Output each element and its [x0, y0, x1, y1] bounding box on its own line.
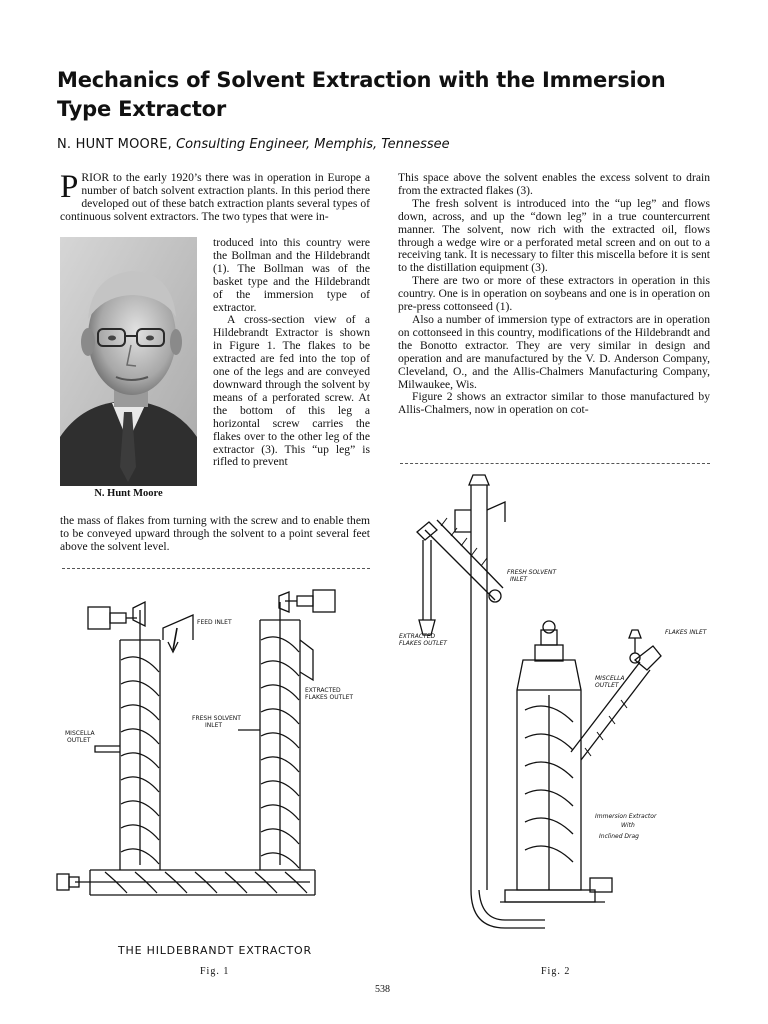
- fig2-fresh-solvent-label-2: INLET: [510, 576, 528, 583]
- figure-2-diagram: [395, 470, 720, 965]
- author-portrait: [60, 237, 197, 486]
- portrait-caption: N. Hunt Moore: [94, 488, 163, 499]
- right-column-rule: [400, 463, 710, 464]
- fig2-extracted-label-1: EXTRACTED: [399, 633, 436, 640]
- left-column-rule: [62, 568, 370, 569]
- author-line: [57, 137, 450, 152]
- fig1-fresh-solvent-label-1: FRESH SOLVENT: [192, 715, 241, 722]
- right-paragraph-2: The fresh solvent is introduced into the “up leg” and flows down, across, and up the “down leg” in a true countercurrent manner. The solvent, now rich with the extracted oil, flows through a wedge wire or a perforated metal screen and on out to a receiving tank. It is necessary to filter this miscella before it is sent to the distillation equipment (3).: [398, 196, 710, 275]
- fig2-miscella-label-1: MISCELLA: [595, 675, 625, 682]
- figure-2-caption: Fig. 2: [541, 966, 571, 977]
- author-name: N. HUNT MOORE,: [57, 137, 172, 152]
- fig1-miscella-label-2: OUTLET: [67, 737, 91, 744]
- fig2-fresh-solvent-label-1: FRESH SOLVENT: [507, 569, 557, 576]
- fig1-extracted-label-2: FLAKES OUTLET: [305, 694, 354, 701]
- fig2-caption-line-3: Inclined Drag: [599, 833, 639, 840]
- fig1-feed-inlet-label: FEED INLET: [197, 619, 232, 626]
- figure-1-diagram: [55, 580, 385, 960]
- fig2-miscella-label-2: OUTLET: [595, 682, 619, 689]
- intro-text: RIOR to the early 1920’s there was in operation in Europe a number of batch solvent extraction plants. In this period there developed out of these batch extraction plants several types of continuous solvent extractors. The two types that were in-: [60, 171, 370, 223]
- right-column: [398, 172, 710, 417]
- side-paragraph-2: A cross-section view of a Hildebrandt Extractor is shown in Figure 1. The flakes to be extracted are fed into the top of one of the legs and are conveyed downward through the solvent by means of a perforated screw. At the bottom of this leg a horizontal screw carries the flakes over to the other leg of the extractor (3). This “up leg” is rifled to prevent: [213, 313, 370, 469]
- right-paragraph-3: There are two or more of these extractors in operation in this country. One is in operation on soybeans and one is in operation on pre-press cottonseed (1).: [398, 274, 710, 314]
- fig1-extracted-label-1: EXTRACTED: [305, 687, 341, 694]
- author-affiliation: Consulting Engineer, Memphis, Tennessee: [176, 137, 450, 152]
- fig2-caption-line-1: Immersion Extractor: [595, 813, 657, 820]
- left-column-bottom-text: [60, 515, 370, 554]
- fig2-flakes-inlet-label: FLAKES INLET: [665, 629, 707, 636]
- right-paragraph-5: Figure 2 shows an extractor similar to those manufactured by Allis-Chalmers, now in operation on cot-: [398, 390, 710, 417]
- fig2-extracted-label-2: FLAKES OUTLET: [399, 640, 447, 647]
- article-title: Mechanics of Solvent Extraction with the Immersion Type Extractor: [57, 68, 666, 121]
- drop-cap: P: [60, 169, 79, 205]
- figure-1-title: THE HILDEBRANDT EXTRACTOR: [118, 944, 312, 957]
- right-paragraph-4: Also a number of immersion type of extractors are in operation on cottonseed in this country, modifications of the Hildebrandt and the Bonotto extractor. They are very similar in design and operation and are manufactured by the V. D. Anderson Company, Cleveland, O., and the Allis-Chalmers Manufacturing Company, Milwaukee, Wis.: [398, 312, 710, 391]
- fig1-fresh-solvent-label-2: INLET: [205, 722, 223, 729]
- figure-1-caption: Fig. 1: [200, 966, 230, 977]
- side-paragraph-1: troduced into this country were the Bollman and the Hildebrandt (1). The Bollman was of the basket type and the Hildebrandt of the immersion type of extractor.: [213, 236, 370, 314]
- bottom-paragraph: the mass of flakes from turning with the screw and to enable them to be conveyed upward through the solvent to a point several feet above the solvent level.: [60, 514, 370, 553]
- right-paragraph-1: This space above the solvent enables the excess solvent to drain from the extracted flakes (3).: [398, 171, 710, 197]
- fig1-miscella-label-1: MISCELLA: [65, 730, 95, 737]
- fig2-caption-line-2: With: [621, 822, 635, 829]
- left-column-intro: [60, 169, 370, 224]
- left-column-side-text: [213, 237, 370, 469]
- page-number: 538: [375, 984, 390, 995]
- intro-paragraph: [60, 169, 370, 224]
